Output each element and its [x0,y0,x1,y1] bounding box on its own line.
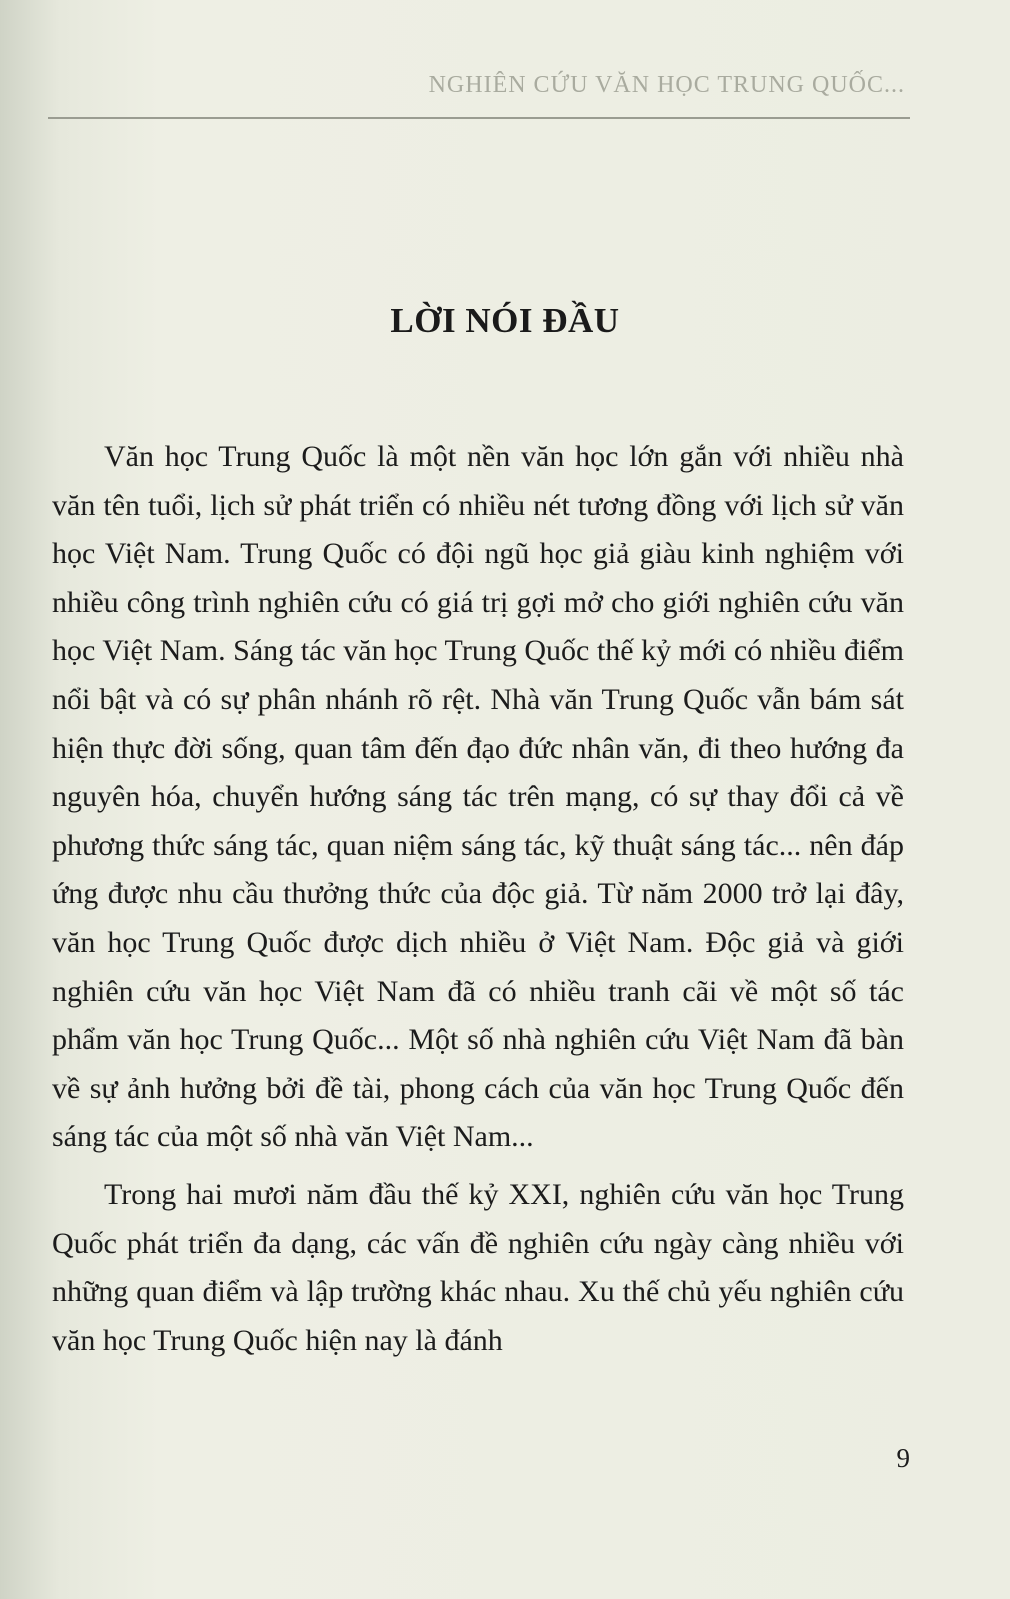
paragraph-2: Trong hai mươi năm đầu thế kỷ XXI, nghiên cứu văn học Trung Quốc phát triển đa dạng, các vấn đề nghiên cứu ngày càng nhiều với những quan điểm và lập trường khác nhau. Xu thế chủ yếu nghiên cứu văn học Trung Quốc hiện nay là đánh [52,1177,904,1357]
page-title: LỜI NÓI ĐẦU [390,301,620,341]
running-head: NGHIÊN CỨU VĂN HỌC TRUNG QUỐC... [428,72,905,98]
page-number: 9 [896,1443,910,1473]
paragraph-1: Văn học Trung Quốc là một nền văn học lớn gắn với nhiều nhà văn tên tuổi, lịch sử phát triển có nhiều nét tương đồng với lịch sử văn học Việt Nam. Trung Quốc có đội ngũ học giả giàu kinh nghiệm với nhiều công trình nghiên cứu có giá trị gợi mở cho giới nghiên cứu văn học Việt Nam. Sáng tác văn học Trung Quốc thế kỷ mới có nhiều điểm nổi bật và có sự phân nhánh rõ rệt. Nhà văn Trung Quốc vẫn bám sát hiện thực đời sống, quan tâm đến đạo đức nhân văn, đi theo hướng đa nguyên hóa, chuyển hướng sáng tác trên mạng, có sự thay đổi cả về phương thức sáng tác, quan niệm sáng tác, kỹ thuật sáng tác... nên đáp ứng được nhu cầu thưởng thức của độc giả. Từ năm 2000 trở lại đây, văn học Trung Quốc được dịch nhiều ở Việt Nam. Độc giả và giới nghiên cứu văn học Việt Nam đã có nhiều tranh cãi về một số tác phẩm văn học Trung Quốc... Một số nhà nghiên cứu Việt Nam đã bàn về sự ảnh hưởng bởi đề tài, phong cách của văn học Trung Quốc đến sáng tác của một số nhà văn Việt Nam... [52,440,904,1154]
header-rule [48,117,910,119]
body-text [52,433,904,1365]
